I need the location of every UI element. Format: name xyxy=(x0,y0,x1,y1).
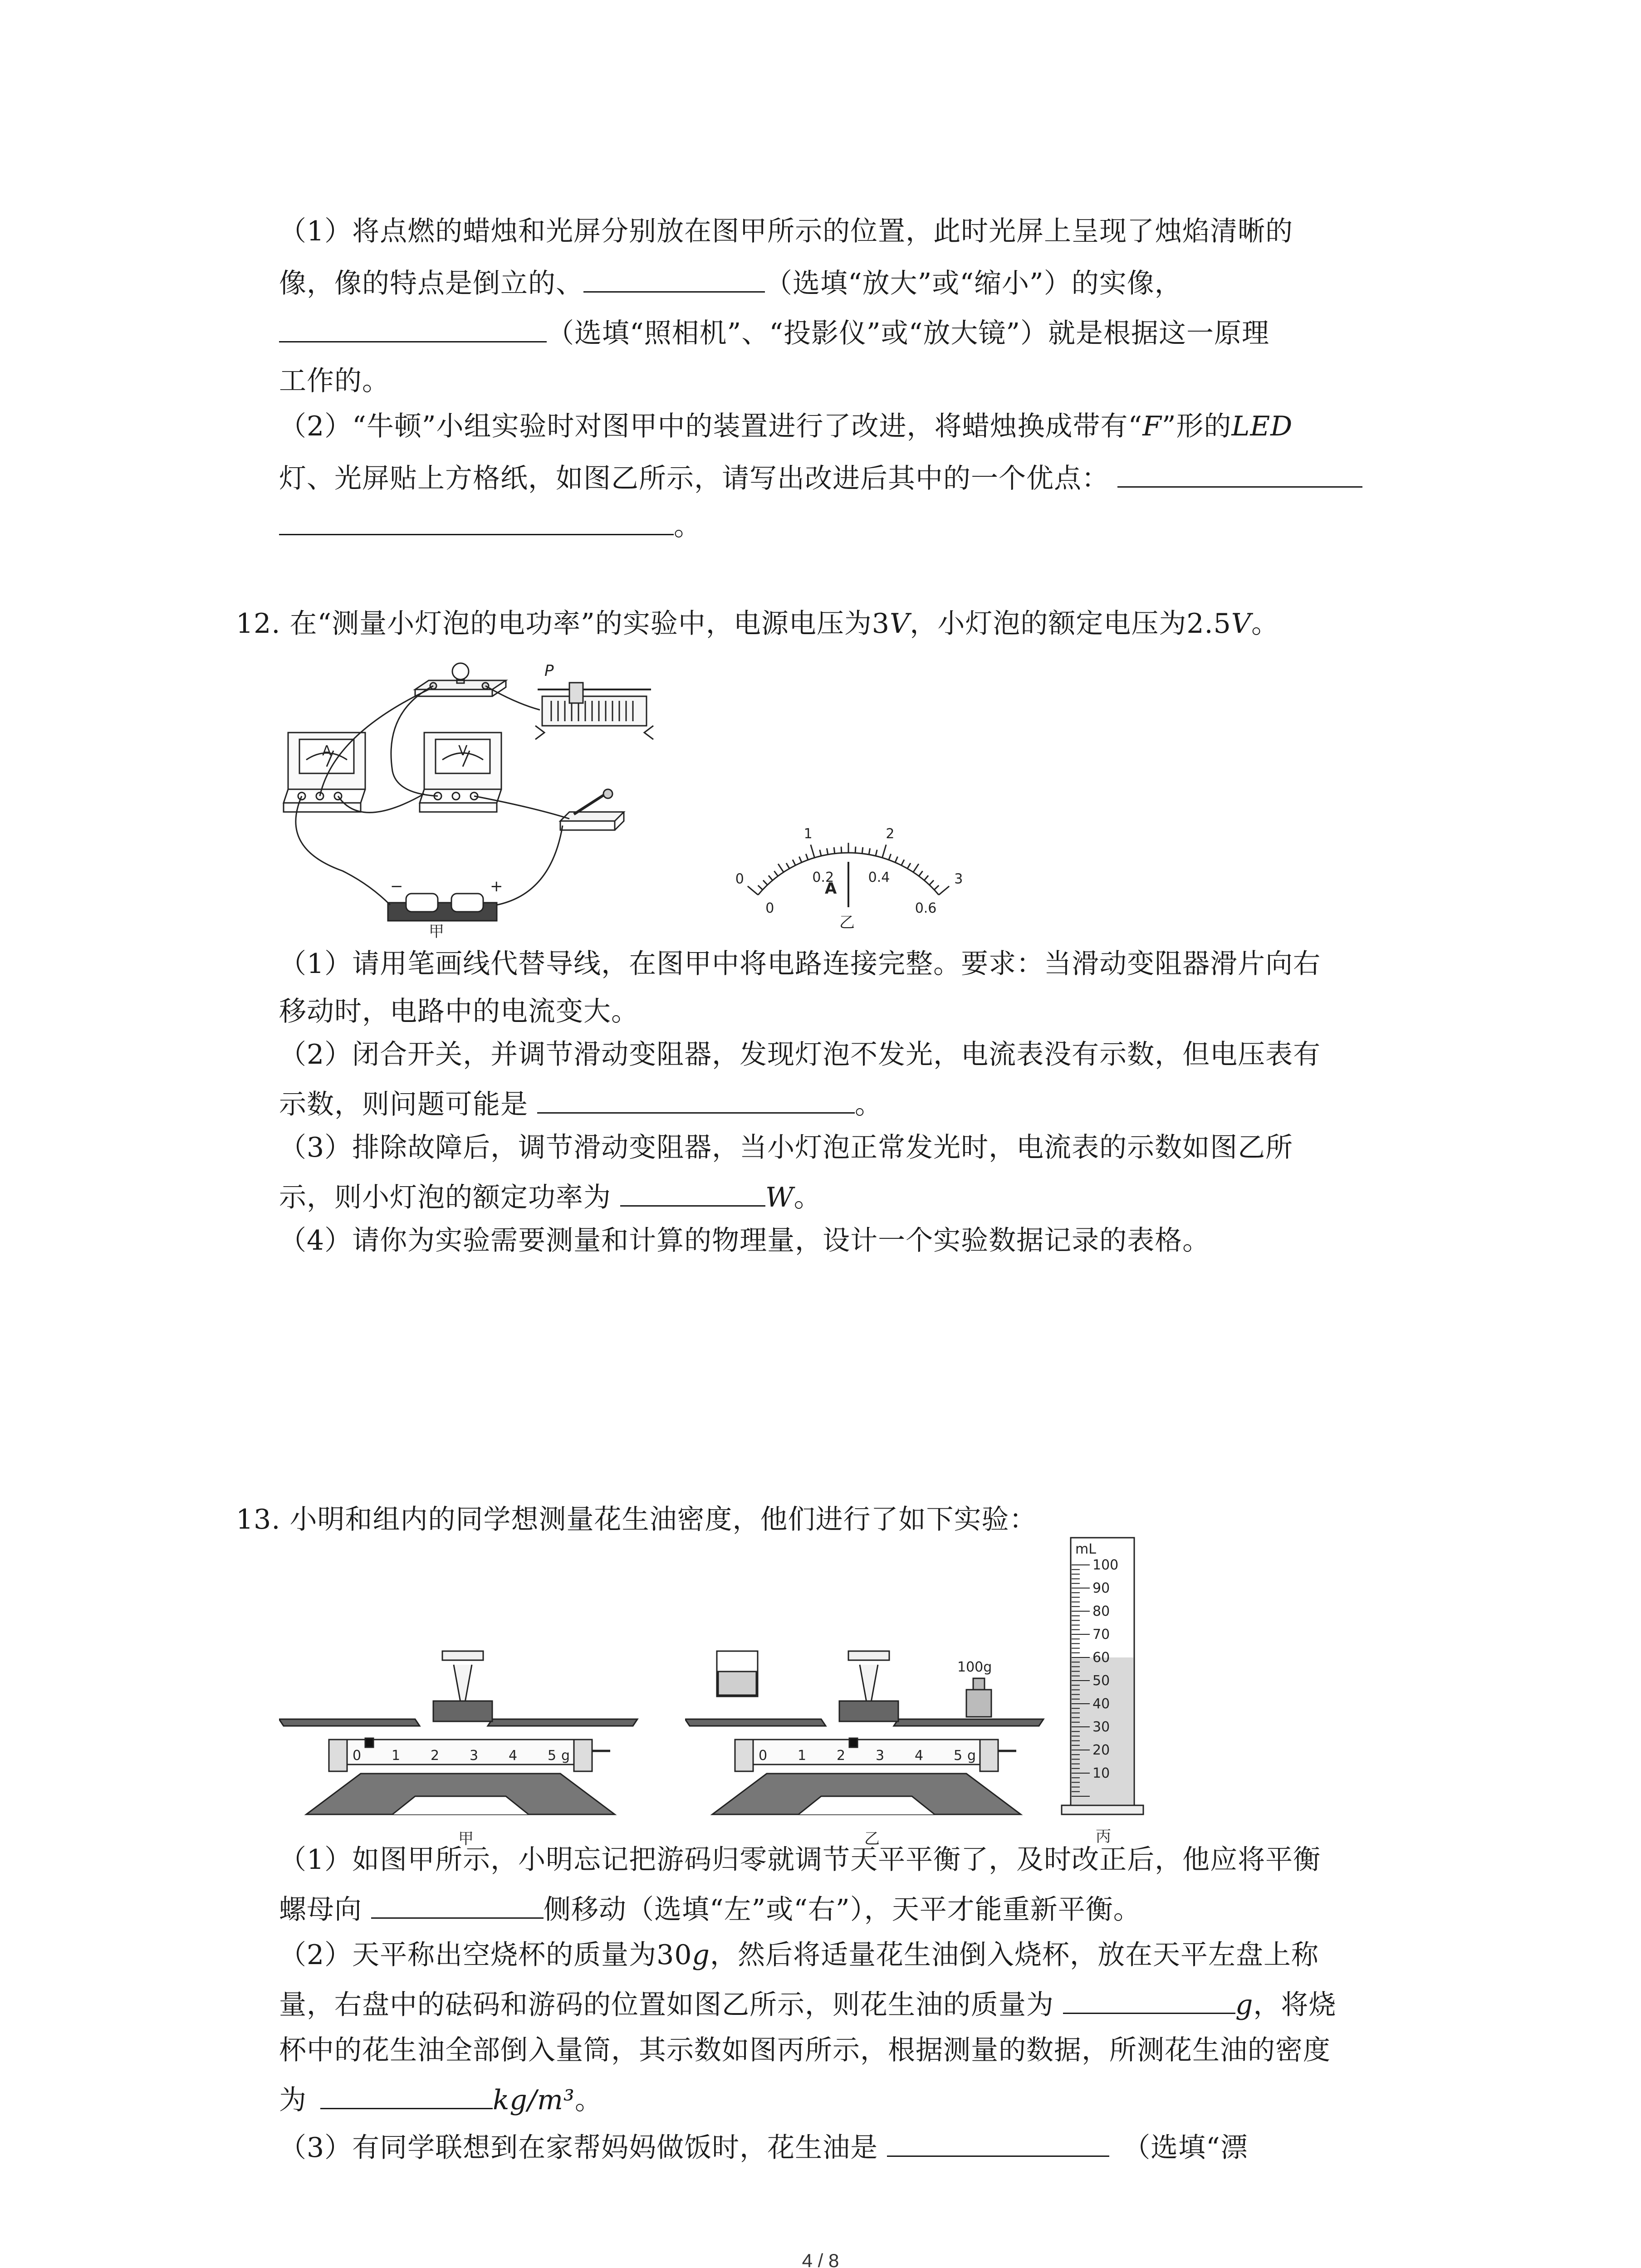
q11-part2-line1: （2）“牛顿”小组实验时对图甲中的装置进行了改进，将蜡烛换成带有“F”形的LED xyxy=(279,411,1293,442)
beam-scale-label: 0 xyxy=(353,1748,362,1764)
battery-plus: + xyxy=(490,877,503,895)
dial-lower-tick-label: 0.4 xyxy=(868,870,890,886)
left-pan xyxy=(685,1719,826,1726)
beam-scale-label: 3 xyxy=(876,1748,885,1764)
answer-blank[interactable] xyxy=(320,2080,493,2109)
q12-stem: 12. 在“测量小灯泡的电功率”的实验中，电源电压为3V，小灯泡的额定电压为2.5V。 xyxy=(236,608,1279,640)
switch[interactable] xyxy=(560,812,624,821)
beam-scale-unit: g xyxy=(561,1748,570,1764)
dial-upper-tick-label: 1 xyxy=(803,826,813,842)
answer-blank[interactable] xyxy=(371,1889,544,1919)
dial-tick xyxy=(763,880,768,885)
q13-part1-line2: 螺母向 侧移动（选填“左”或“右”），天平才能重新平衡。 xyxy=(279,1889,1141,1928)
cylinder-tick-label: 80 xyxy=(1092,1603,1110,1619)
left-pan xyxy=(279,1719,420,1726)
ammeter-label: A xyxy=(322,743,332,759)
beam-scale-label: 2 xyxy=(837,1748,846,1764)
figure-caption-jia: 甲 xyxy=(429,923,444,939)
balance-jia xyxy=(279,1624,651,1851)
dial-tick xyxy=(811,845,815,858)
q12-part3-line1: （3）排除故障后，调节滑动变阻器，当小灯泡正常发光时，电流表的示数如图乙所 xyxy=(279,1132,1293,1163)
q12-ammeter-dial-figure xyxy=(690,780,1007,934)
beam-scale-label: 0 xyxy=(759,1748,768,1764)
dial-lower-tick-label: 0.2 xyxy=(812,870,834,886)
dial-upper-tick-label: 2 xyxy=(886,826,895,842)
cylinder-tick-label: 30 xyxy=(1092,1719,1110,1735)
dial-upper-tick-label: 3 xyxy=(954,871,963,887)
page-number: 4 / 8 xyxy=(802,2250,839,2268)
cylinder-tick-label: 50 xyxy=(1092,1673,1110,1689)
dial-tick xyxy=(919,871,922,876)
answer-blank[interactable] xyxy=(620,1177,765,1207)
dial-tick xyxy=(827,848,828,855)
cylinder-tick-label: 90 xyxy=(1092,1580,1110,1596)
answer-blank[interactable] xyxy=(887,2127,1109,2157)
dial-tick xyxy=(895,856,898,862)
cylinder-unit: mL xyxy=(1075,1541,1096,1557)
q12-part4-line1: （4）请你为实验需要测量和计算的物理量，设计一个实验数据记录的表格。 xyxy=(279,1225,1210,1256)
battery-minus: − xyxy=(390,877,403,895)
dial-tick xyxy=(929,880,934,885)
beam-scale-label: 4 xyxy=(915,1748,924,1764)
figure-caption-yi: 乙 xyxy=(864,1830,880,1848)
dial-tick xyxy=(778,864,784,872)
figure-caption-yi: 乙 xyxy=(839,914,855,932)
cylinder-tick-label: 100 xyxy=(1092,1557,1119,1573)
right-balance-nut[interactable] xyxy=(574,1740,592,1771)
dial-tick xyxy=(748,886,758,895)
answer-blank[interactable] xyxy=(279,506,674,535)
dial-tick xyxy=(793,860,795,865)
dial-tick xyxy=(806,854,808,860)
ammeter-dial xyxy=(690,780,1007,934)
dial-tick xyxy=(786,863,789,869)
dial-tick xyxy=(774,871,778,876)
q13-part1-line1: （1）如图甲所示，小明忘记把游码归零就调节天平平衡了，及时改正后，他应将平衡 xyxy=(279,1844,1321,1876)
dial-tick xyxy=(758,885,763,890)
q11-part1-line1: （1）将点燃的蜡烛和光屏分别放在图甲所示的位置，此时光屏上呈现了烛焰清晰的 xyxy=(279,215,1293,247)
answer-blank[interactable] xyxy=(583,263,765,293)
cylinder-tick-label: 60 xyxy=(1092,1650,1110,1666)
q13-part2-line3: 杯中的花生油全部倒入量筒，其示数如图丙所示，根据测量的数据，所测花生油的密度 xyxy=(279,2034,1331,2066)
dial-tick xyxy=(799,856,802,862)
cylinder-tick-label: 20 xyxy=(1092,1742,1110,1758)
rider[interactable] xyxy=(365,1738,373,1747)
q11-part2-line3: 。 xyxy=(279,506,701,544)
weight-100g xyxy=(966,1690,991,1717)
dial-tick xyxy=(869,848,870,855)
figure-caption-jia: 甲 xyxy=(458,1830,474,1848)
slider-label: P xyxy=(544,662,554,680)
dial-tick xyxy=(889,854,891,860)
right-pan xyxy=(894,1719,1043,1726)
q13-part2-line2: 量，右盘中的砝码和游码的位置如图乙所示，则花生油的质量为 g，将烧 xyxy=(279,1984,1336,2023)
dial-tick xyxy=(876,850,877,856)
q11-part2-line2: 灯、光屏贴上方格纸，如图乙所示，请写出改进后其中的一个优点： xyxy=(279,458,1362,497)
cylinder-tick-label: 40 xyxy=(1092,1696,1110,1712)
beam-scale-label: 2 xyxy=(431,1748,440,1764)
dial-tick xyxy=(934,885,939,890)
right-pan xyxy=(488,1719,637,1726)
dial-tick xyxy=(913,864,919,872)
q12-part1-line1: （1）请用笔画线代替导线，在图甲中将电路连接完整。要求：当滑动变阻器滑片向右 xyxy=(279,948,1321,980)
q12-part3-line2: 示，则小灯泡的额定功率为 W。 xyxy=(279,1177,822,1216)
q11-part1-line3: （选填“照相机”、“投影仪”或“放大镜”）就是根据这一原理 xyxy=(279,313,1269,352)
beam-scale-unit: g xyxy=(967,1748,976,1764)
beam-scale-label: 1 xyxy=(798,1748,807,1764)
circuit-diagram xyxy=(279,658,678,939)
answer-blank[interactable] xyxy=(537,1084,855,1114)
beam-scale xyxy=(347,1740,574,1765)
cylinder-tick-label: 70 xyxy=(1092,1627,1110,1642)
beam-scale xyxy=(753,1740,980,1765)
q12-part2-line2: 示数，则问题可能是 。 xyxy=(279,1084,882,1123)
dial-tick xyxy=(855,846,856,853)
dial-tick xyxy=(882,845,887,858)
rider[interactable] xyxy=(849,1738,857,1747)
dial-tick xyxy=(907,863,911,869)
beam-scale-label: 3 xyxy=(470,1748,479,1764)
q13-balance-yi-figure xyxy=(685,1597,1057,1851)
q11-part1-line4: 工作的。 xyxy=(279,365,390,397)
dial-tick xyxy=(834,847,835,854)
dial-unit: A xyxy=(825,880,837,898)
beam-scale-label: 5 xyxy=(548,1748,557,1764)
light-bulb-icon xyxy=(452,663,469,679)
voltmeter-label: V xyxy=(458,743,468,759)
q11-part1-line2: 像，像的特点是倒立的、 （选填“放大”或“缩小”）的实像， xyxy=(279,263,1182,302)
graduated-cylinder xyxy=(1057,1529,1157,1846)
dial-lower-tick-label: 0 xyxy=(765,900,774,916)
beam-scale-label: 1 xyxy=(392,1748,401,1764)
dial-lower-tick-label: 0.6 xyxy=(915,900,937,916)
q12-part2-line1: （2）闭合开关，并调节滑动变阻器，发现灯泡不发光，电流表没有示数，但电压表有 xyxy=(279,1039,1321,1070)
dial-tick xyxy=(901,860,904,865)
q13-cylinder-figure xyxy=(1057,1529,1157,1846)
beam-scale-label: 5 xyxy=(954,1748,963,1764)
dial-tick xyxy=(820,850,821,856)
figure-caption-bing: 丙 xyxy=(1096,1828,1111,1846)
q13-part2-line4: 为 kg/m³。 xyxy=(279,2080,603,2118)
weight-label: 100g xyxy=(957,1659,992,1675)
left-balance-nut[interactable] xyxy=(329,1740,347,1771)
rheostat-slider[interactable] xyxy=(569,683,583,703)
answer-blank[interactable] xyxy=(279,313,547,342)
dial-tick xyxy=(769,875,773,880)
q13-balance-jia-figure xyxy=(279,1624,651,1851)
dial-tick xyxy=(862,847,863,854)
dial-tick xyxy=(939,886,949,895)
answer-blank[interactable] xyxy=(1117,458,1362,488)
q12-part1-line2: 移动时，电路中的电流变大。 xyxy=(279,996,639,1027)
q12-circuit-figure xyxy=(279,658,678,939)
beam-scale-label: 4 xyxy=(509,1748,518,1764)
q13-part3-line1: （3）有同学联想到在家帮妈妈做饭时，花生油是 （选填“漂 xyxy=(279,2127,1248,2166)
dial-tick xyxy=(924,875,928,880)
dial-upper-tick-label: 0 xyxy=(735,871,744,887)
cylinder-tick-label: 10 xyxy=(1092,1765,1110,1781)
answer-blank[interactable] xyxy=(1063,1984,1235,2014)
q13-part2-line1: （2）天平称出空烧杯的质量为30g，然后将适量花生油倒入烧杯，放在天平左盘上称 xyxy=(279,1939,1319,1971)
q13-stem: 13. 小明和组内的同学想测量花生油密度，他们进行了如下实验： xyxy=(236,1504,1037,1535)
dial-tick xyxy=(841,846,842,853)
balance-yi xyxy=(685,1597,1057,1851)
